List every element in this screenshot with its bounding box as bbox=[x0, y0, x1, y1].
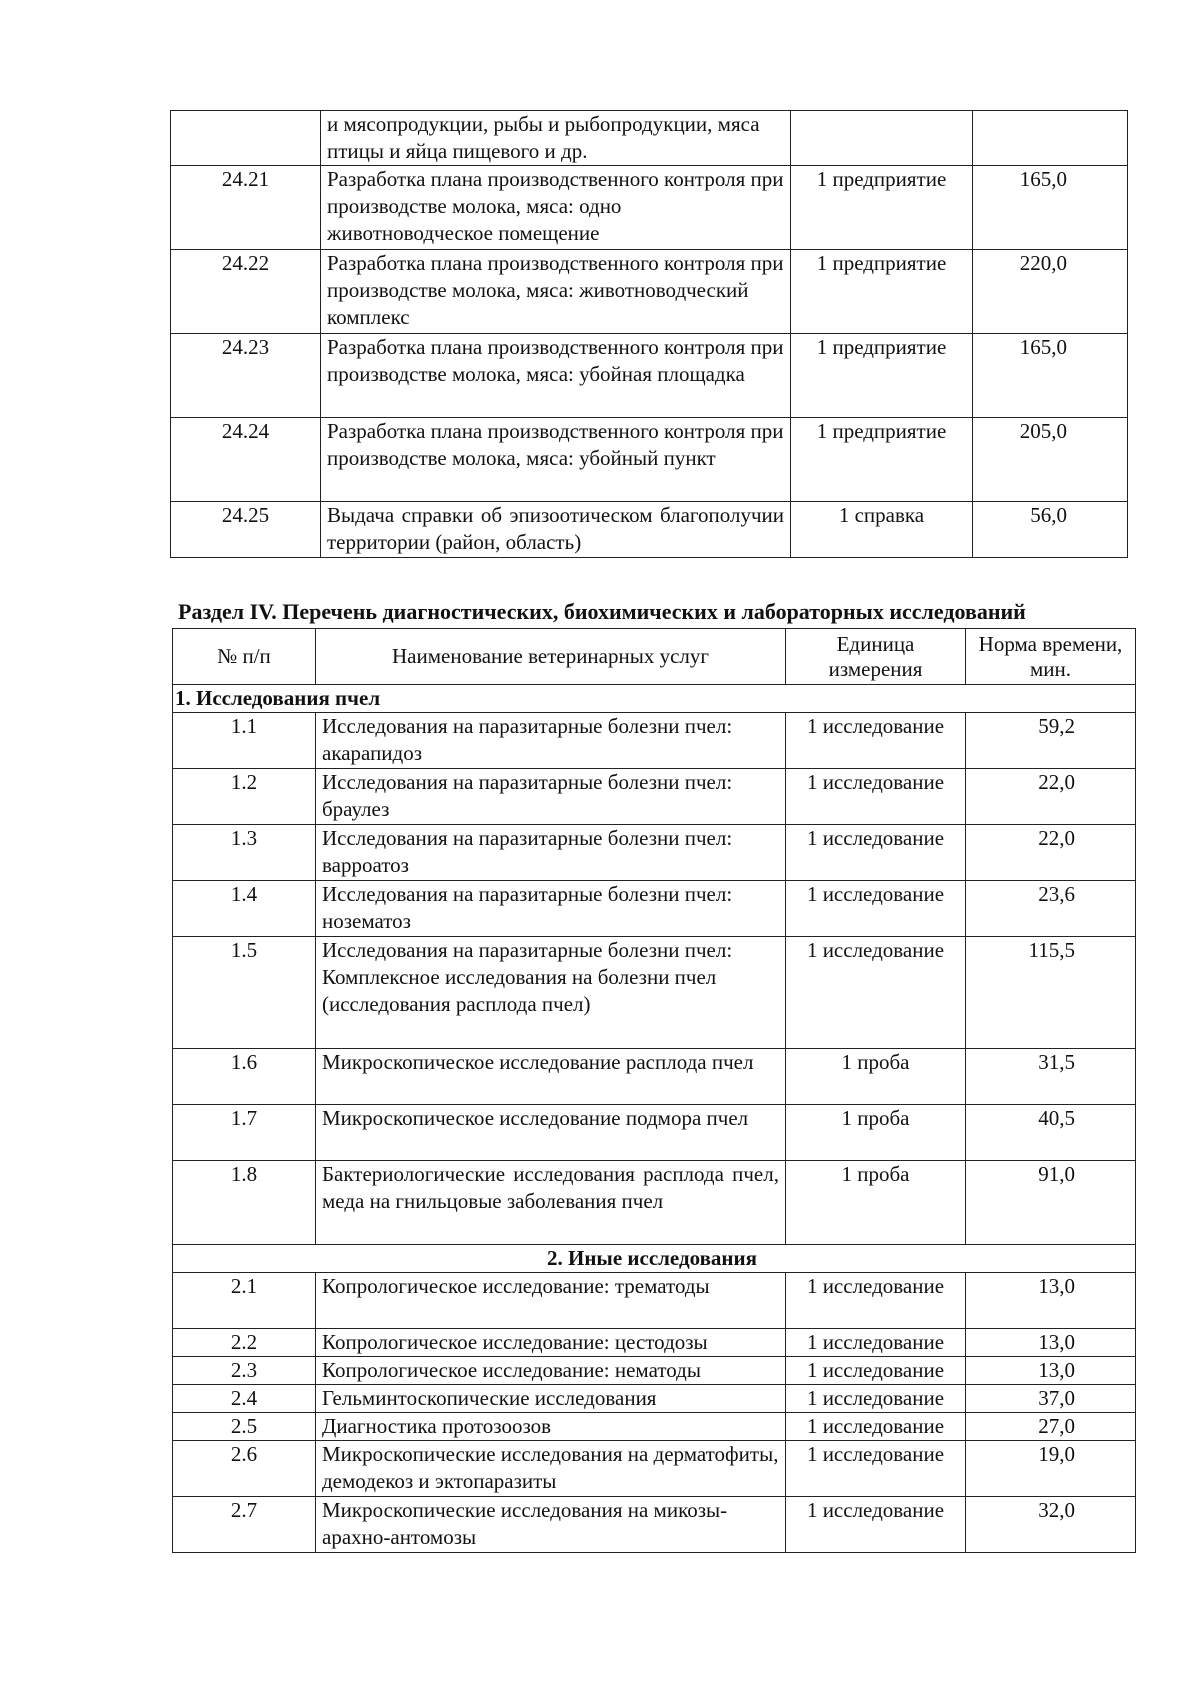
table-row bbox=[171, 418, 1128, 502]
row-number: 24.23 bbox=[171, 334, 321, 418]
unit-of-measure: 1 исследование bbox=[786, 937, 966, 1049]
table-row bbox=[173, 1413, 1136, 1441]
service-name: Микроскопические исследования на микозы-арахно-антомозы bbox=[316, 1497, 786, 1553]
table-row bbox=[173, 1105, 1136, 1161]
header-number: № п/п bbox=[173, 629, 316, 685]
unit-of-measure: 1 проба bbox=[786, 1049, 966, 1105]
row-number: 2.1 bbox=[173, 1273, 316, 1329]
unit-of-measure: 1 исследование bbox=[786, 1357, 966, 1385]
unit-of-measure: 1 проба bbox=[786, 1105, 966, 1161]
row-number bbox=[171, 111, 321, 166]
table-row bbox=[173, 1497, 1136, 1553]
table-row bbox=[171, 334, 1128, 418]
time-norm: 91,0 bbox=[966, 1161, 1136, 1245]
time-norm: 115,5 bbox=[966, 937, 1136, 1049]
row-number: 1.1 bbox=[173, 713, 316, 769]
service-name: Исследования на паразитарные болезни пчел: акарапидоз bbox=[316, 713, 786, 769]
table-row bbox=[173, 1357, 1136, 1385]
table-row bbox=[173, 1441, 1136, 1497]
table-row bbox=[173, 1273, 1136, 1329]
header-unit: Единица измерения bbox=[786, 629, 966, 685]
section-heading: Раздел IV. Перечень диагностических, биохимических и лабораторных исследований bbox=[178, 599, 1026, 624]
row-number: 1.7 bbox=[173, 1105, 316, 1161]
service-name: Гельминтоскопические исследования bbox=[316, 1385, 786, 1413]
service-name: Исследования на паразитарные болезни пчел: браулез bbox=[316, 769, 786, 825]
service-name: Разработка плана производственного контроля при производстве молока, мяса: одно животноводческое помещение bbox=[321, 166, 791, 250]
time-norm: 22,0 bbox=[966, 769, 1136, 825]
unit-of-measure: 1 исследование bbox=[786, 1385, 966, 1413]
row-number: 2.4 bbox=[173, 1385, 316, 1413]
time-norm bbox=[973, 111, 1128, 166]
service-name: Микроскопическое исследование расплода пчел bbox=[316, 1049, 786, 1105]
service-name: Бактериологические исследования расплода пчел, меда на гнильцовые заболевания пчел bbox=[316, 1161, 786, 1245]
table-row bbox=[173, 713, 1136, 769]
unit-of-measure: 1 предприятие bbox=[791, 166, 973, 250]
top-table bbox=[170, 110, 1128, 558]
row-number: 1.6 bbox=[173, 1049, 316, 1105]
table-row bbox=[173, 825, 1136, 881]
group-title: 2. Иные исследования bbox=[173, 1245, 1136, 1273]
table-row bbox=[173, 1329, 1136, 1357]
time-norm: 40,5 bbox=[966, 1105, 1136, 1161]
unit-of-measure: 1 исследование bbox=[786, 1329, 966, 1357]
time-norm: 56,0 bbox=[973, 502, 1128, 558]
time-norm: 59,2 bbox=[966, 713, 1136, 769]
row-number: 1.3 bbox=[173, 825, 316, 881]
table-row bbox=[173, 937, 1136, 1049]
unit-of-measure: 1 исследование bbox=[786, 1497, 966, 1553]
row-number: 24.24 bbox=[171, 418, 321, 502]
group-title: 1. Исследования пчел bbox=[173, 685, 1136, 713]
table-row bbox=[171, 502, 1128, 558]
service-name: Диагностика протозоозов bbox=[316, 1413, 786, 1441]
group-title-row bbox=[173, 685, 1136, 713]
time-norm: 13,0 bbox=[966, 1329, 1136, 1357]
service-name: Микроскопические исследования на дерматофиты, демодекоз и эктопаразиты bbox=[316, 1441, 786, 1497]
service-name: Выдача справки об эпизоотическом благополучии территории (район, область) bbox=[321, 502, 791, 558]
unit-of-measure: 1 исследование bbox=[786, 769, 966, 825]
table-row bbox=[171, 166, 1128, 250]
group-title-row bbox=[173, 1245, 1136, 1273]
service-name: и мясопродукции, рыбы и рыбопродукции, мяса птицы и яйца пищевого и др. bbox=[321, 111, 791, 166]
table-row bbox=[173, 1161, 1136, 1245]
time-norm: 165,0 bbox=[973, 334, 1128, 418]
time-norm: 37,0 bbox=[966, 1385, 1136, 1413]
time-norm: 31,5 bbox=[966, 1049, 1136, 1105]
unit-of-measure: 1 исследование bbox=[786, 881, 966, 937]
time-norm: 32,0 bbox=[966, 1497, 1136, 1553]
service-name: Разработка плана производственного контроля при производстве молока, мяса: животноводческий комплекс bbox=[321, 250, 791, 334]
time-norm: 22,0 bbox=[966, 825, 1136, 881]
row-number: 24.21 bbox=[171, 166, 321, 250]
unit-of-measure: 1 исследование bbox=[786, 1273, 966, 1329]
unit-of-measure: 1 справка bbox=[791, 502, 973, 558]
table-row bbox=[173, 769, 1136, 825]
row-number: 2.3 bbox=[173, 1357, 316, 1385]
table-row bbox=[173, 1049, 1136, 1105]
table-header-row bbox=[173, 629, 1136, 685]
row-number: 1.5 bbox=[173, 937, 316, 1049]
unit-of-measure: 1 исследование bbox=[786, 1441, 966, 1497]
row-number: 1.2 bbox=[173, 769, 316, 825]
time-norm: 23,6 bbox=[966, 881, 1136, 937]
table-row bbox=[171, 111, 1128, 166]
header-time-norm: Норма времени, мин. bbox=[966, 629, 1136, 685]
time-norm: 13,0 bbox=[966, 1273, 1136, 1329]
unit-of-measure: 1 предприятие bbox=[791, 250, 973, 334]
service-name: Исследования на паразитарные болезни пчел: Комплексное исследования на болезни пчел (исследования расплода пчел) bbox=[316, 937, 786, 1049]
unit-of-measure: 1 исследование bbox=[786, 825, 966, 881]
row-number: 2.5 bbox=[173, 1413, 316, 1441]
service-name: Исследования на паразитарные болезни пчел: нозематоз bbox=[316, 881, 786, 937]
service-name: Копрологическое исследование: нематоды bbox=[316, 1357, 786, 1385]
unit-of-measure bbox=[791, 111, 973, 166]
unit-of-measure: 1 проба bbox=[786, 1161, 966, 1245]
service-name: Микроскопическое исследование подмора пчел bbox=[316, 1105, 786, 1161]
time-norm: 27,0 bbox=[966, 1413, 1136, 1441]
row-number: 2.6 bbox=[173, 1441, 316, 1497]
service-name: Разработка плана производственного контроля при производстве молока, мяса: убойный пункт bbox=[321, 418, 791, 502]
header-service-name: Наименование ветеринарных услуг bbox=[316, 629, 786, 685]
section-iv-table bbox=[172, 628, 1136, 1553]
unit-of-measure: 1 предприятие bbox=[791, 418, 973, 502]
service-name: Разработка плана производственного контроля при производстве молока, мяса: убойная площадка bbox=[321, 334, 791, 418]
table-row bbox=[171, 250, 1128, 334]
time-norm: 19,0 bbox=[966, 1441, 1136, 1497]
unit-of-measure: 1 предприятие bbox=[791, 334, 973, 418]
service-name: Исследования на паразитарные болезни пчел: варроатоз bbox=[316, 825, 786, 881]
row-number: 24.22 bbox=[171, 250, 321, 334]
time-norm: 205,0 bbox=[973, 418, 1128, 502]
unit-of-measure: 1 исследование bbox=[786, 713, 966, 769]
table-row bbox=[173, 1385, 1136, 1413]
row-number: 2.2 bbox=[173, 1329, 316, 1357]
row-number: 2.7 bbox=[173, 1497, 316, 1553]
row-number: 1.4 bbox=[173, 881, 316, 937]
row-number: 1.8 bbox=[173, 1161, 316, 1245]
time-norm: 165,0 bbox=[973, 166, 1128, 250]
row-number: 24.25 bbox=[171, 502, 321, 558]
unit-of-measure: 1 исследование bbox=[786, 1413, 966, 1441]
time-norm: 220,0 bbox=[973, 250, 1128, 334]
service-name: Копрологическое исследование: трематоды bbox=[316, 1273, 786, 1329]
service-name: Копрологическое исследование: цестодозы bbox=[316, 1329, 786, 1357]
time-norm: 13,0 bbox=[966, 1357, 1136, 1385]
table-row bbox=[173, 881, 1136, 937]
